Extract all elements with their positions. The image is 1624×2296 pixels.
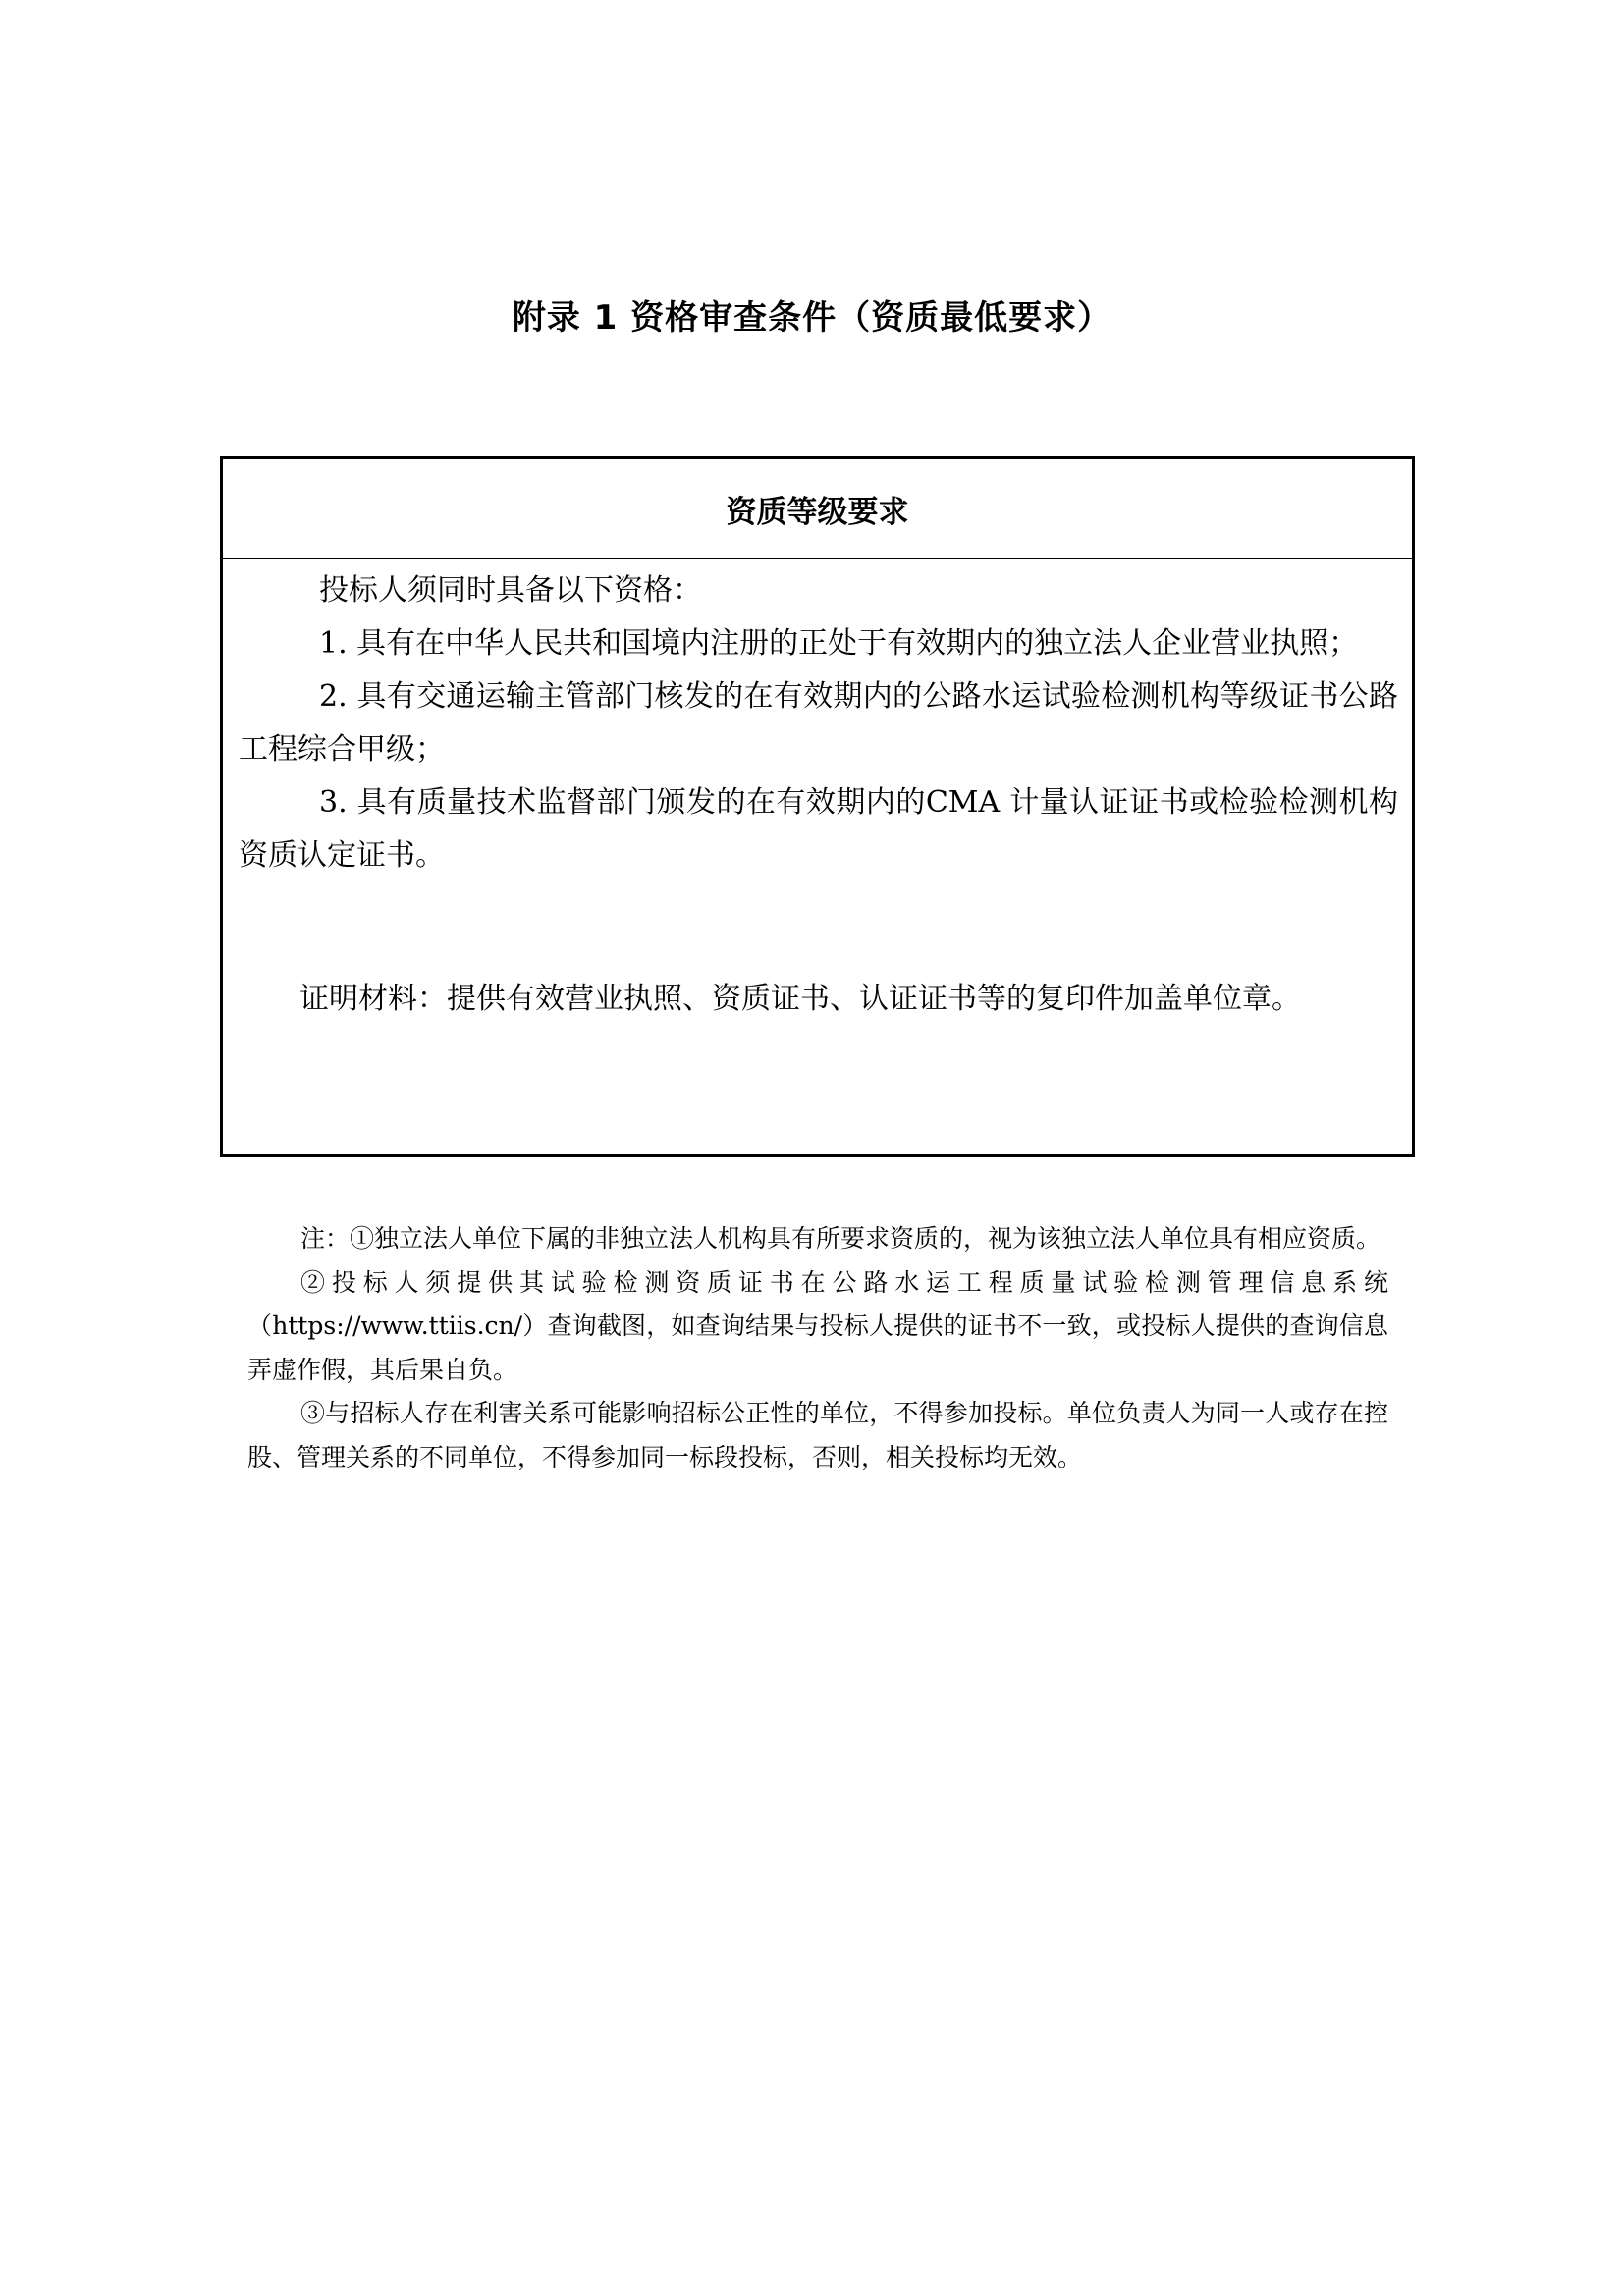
evidence-materials: 证明材料：提供有效营业执照、资质证书、认证证书等的复印件加盖单位章。 [299, 982, 1301, 1016]
spacer [239, 882, 1398, 973]
requirement-item-2: 2. 具有交通运输主管部门核发的在有效期内的公路水运试验检测机构等级证书公路工程综合甲级； [239, 679, 1398, 767]
requirement-item-1: 1. 具有在中华人民共和国境内注册的正处于有效期内的独立法人企业营业执照； [319, 626, 1359, 661]
note-2: ②投标人须提供其试验检测资质证书在公路水运工程质量试验检测管理信息系统（https://www.ttiis.cn/）查询截图，如查询结果与投标人提供的证书不一致，或投标人提供的查询信息弄虚作假，其后果自负。 [247, 1267, 1388, 1384]
qualification-requirements-table [220, 456, 1415, 1157]
table-header: 资质等级要求 [223, 459, 1412, 559]
requirements-intro: 投标人须同时具备以下资格： [319, 573, 702, 608]
note-1: 注：①独立法人单位下属的非独立法人机构具有所要求资质的，视为该独立法人单位具有相应资质。 [300, 1224, 1381, 1253]
note-3: ③与招标人存在利害关系可能影响招标公正性的单位，不得参加投标。单位负责人为同一人或存在控股、管理关系的不同单位，不得参加同一标段投标，否则，相关投标均无效。 [247, 1399, 1388, 1471]
notes-section [247, 1217, 1388, 1479]
requirement-item-3: 3. 具有质量技术监督部门颁发的在有效期内的CMA 计量认证证书或检验检测机构资质认定证书。 [239, 785, 1398, 873]
table-body [223, 559, 1412, 1026]
page-title: 附录 1 资格审查条件（资质最低要求） [512, 298, 1112, 338]
